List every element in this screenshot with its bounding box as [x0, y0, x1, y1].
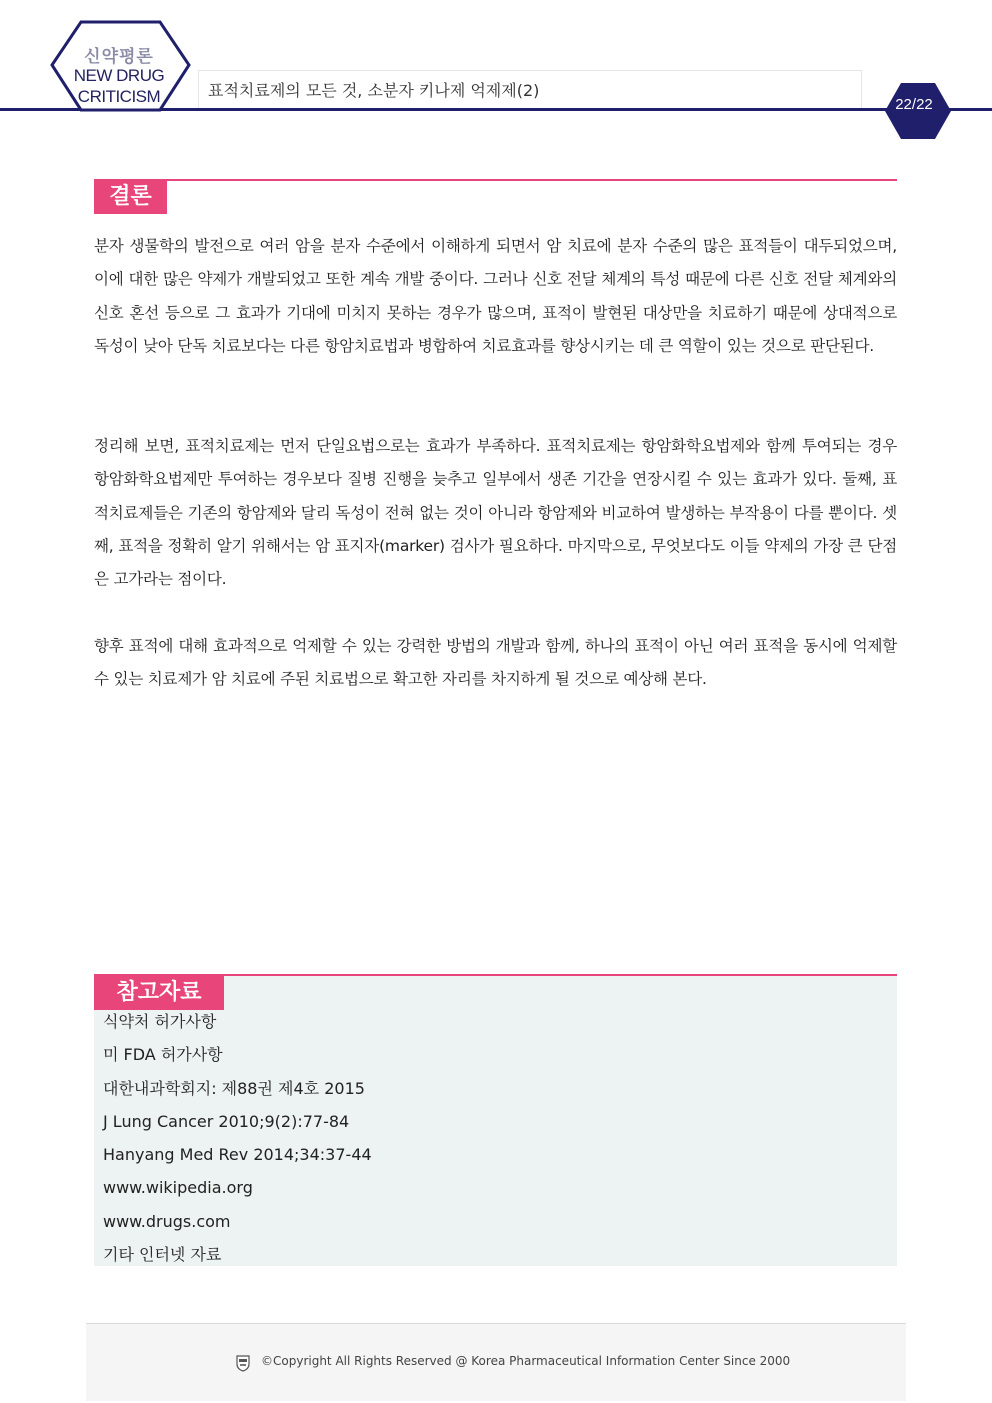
- reference-item: J Lung Cancer 2010;9(2):77-84: [103, 1111, 350, 1131]
- conclusion-paragraph-2: 정리해 보면, 표적치료제는 먼저 단일요법으로는 효과가 부족하다. 표적치료제는 항암화학요법제와 함께 투여되는 경우 항암화학요법제만 투여하는 경우보다 질병 진행을 늦추고 일부에서 생존 기간을 연장시킬 수 있는 효과가 있다. 둘째, 표적치료제들은 기존의 항암제와 달리 독성이 전혀 없는 것이 아니라 항암제와 비교하여 발생하는 부작용이 다를 뿐이다. 셋째, 표적을 정확히 알기 위해서는 암 표지자(marker) 검사가 필요하다. 마지막으로, 무엇보다도 이들 약제의 가장 큰 단점은 고가라는 점이다.: [94, 437, 897, 589]
- conclusion-heading: 결론: [94, 180, 167, 214]
- reference-item: 기타 인터넷 자료: [103, 1245, 222, 1265]
- page-number: 22/22: [895, 96, 933, 113]
- reference-item-link[interactable]: www.drugs.com: [103, 1211, 231, 1231]
- reference-item: 미 FDA 허가사항: [103, 1045, 223, 1065]
- reference-item: 식약처 허가사항: [103, 1012, 217, 1031]
- reference-item: Hanyang Med Rev 2014;34:37-44: [103, 1145, 372, 1165]
- logo-english-line1: NEW DRUG: [73, 66, 165, 85]
- references-list: [103, 1005, 372, 1271]
- references-heading: 참고자료: [94, 976, 224, 1010]
- kpic-shield-icon: [235, 1355, 251, 1372]
- reference-item: 대한내과학회지: 제88권 제4호 2015: [103, 1078, 365, 1098]
- reference-item-link[interactable]: www.wikipedia.org: [103, 1178, 253, 1198]
- logo-english-line2: CRITICISM: [77, 87, 161, 106]
- conclusion-paragraph-3: 향후 표적에 대해 효과적으로 억제할 수 있는 강력한 방법의 개발과 함께, 하나의 표적이 아닌 여러 표적을 동시에 억제할 수 있는 치료제가 암 치료에 주된 치료법으로 확고한 자리를 차지하게 될 것으로 예상해 본다.: [94, 637, 897, 689]
- conclusion-paragraph-1: 분자 생물학의 발전으로 여러 암을 분자 수준에서 이해하게 되면서 암 치료에 분자 수준의 많은 표적들이 대두되었으며, 이에 대한 많은 약제가 개발되었고 또한 계속 개발 중이다. 그러나 신호 전달 체계의 특성 때문에 다른 신호 전달 체계와의 신호 혼선 등으로 그 효과가 기대에 미치지 못하는 경우가 많으며, 표적이 발현된 대상만을 치료하기 때문에 상대적으로 독성이 낮아 단독 치료보다는 다른 항암치료법과 병합하여 치료효과를 향상시키는 데 큰 역할이 있는 것으로 판단된다.: [94, 237, 897, 355]
- conclusion-rule: [94, 179, 897, 181]
- footer-copyright: ©Copyright All Rights Reserved @ Korea Pharmaceutical Information Center Since 2000: [261, 1354, 791, 1368]
- document-title: 표적치료제의 모든 것, 소분자 키나제 억제제(2): [208, 81, 540, 100]
- logo-korean: 신약평론: [84, 47, 154, 66]
